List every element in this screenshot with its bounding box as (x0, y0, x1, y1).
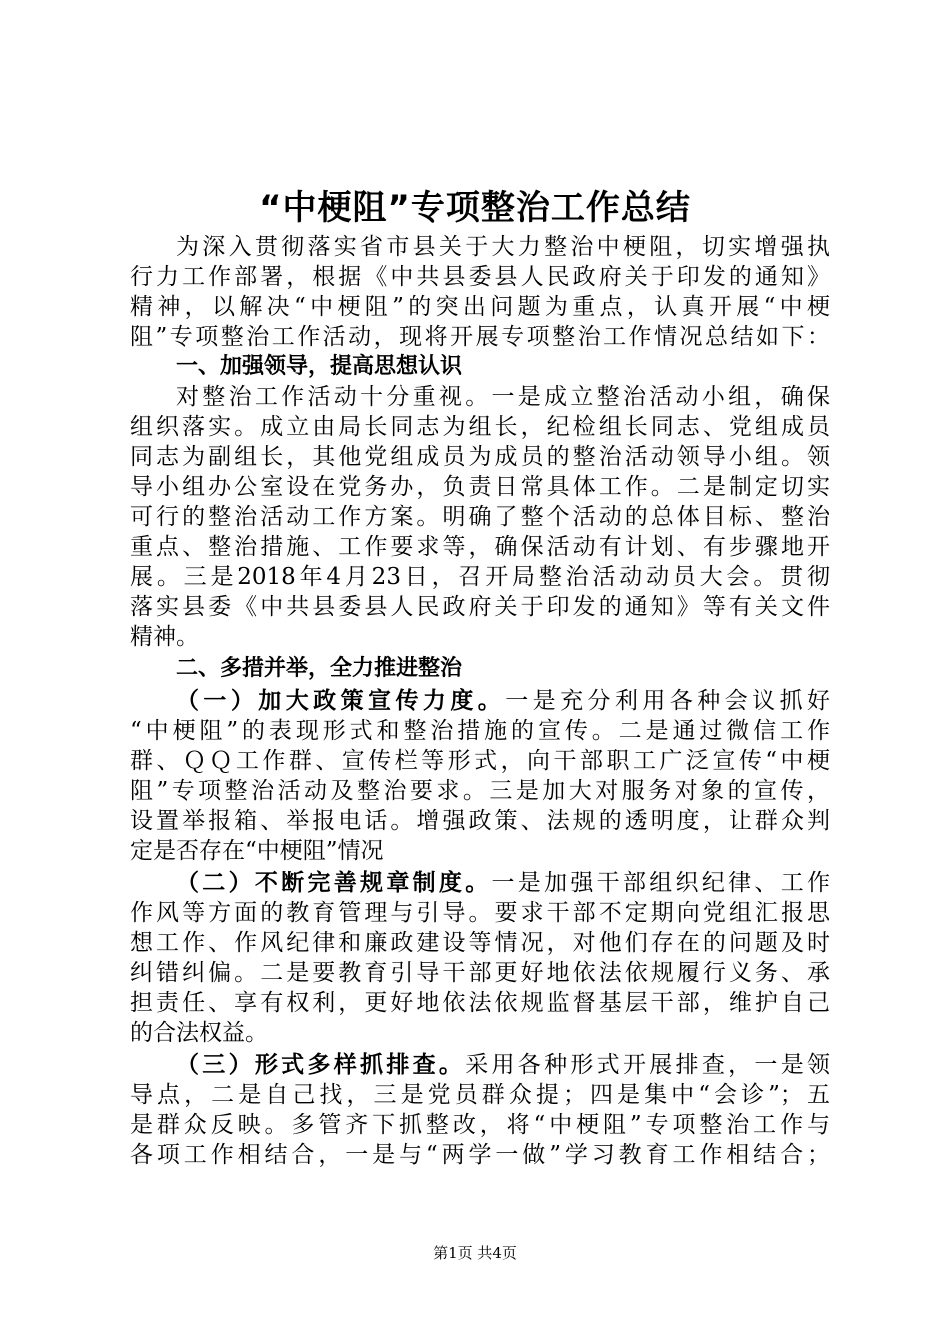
document-title: “中梗阻”专项整治工作总结 (259, 188, 691, 228)
text-span: 采用各种形式开展排查，一是领 (465, 1052, 830, 1078)
text-line: 想工作、作风纪律和廉政建设等情况，对他们存在的问题及时 (130, 930, 830, 956)
section-heading-1: 一、加强领导，提高思想认识 (176, 354, 463, 379)
text-line: 组织落实。成立由局长同志为组长，纪检组长同志、党组成员 (130, 414, 830, 440)
text-line: 落实县委《中共县委县人民政府关于印发的通知》等有关文件 (130, 594, 830, 620)
paragraph-first-line (130, 868, 830, 898)
text-line: 作风等方面的教育管理与引导。要求干部不定期向党组汇报思 (130, 900, 830, 926)
text-line: 是群众反映。多管齐下抓整改，将“中梗阻”专项整治工作与 (130, 1112, 830, 1138)
text-line: 群、ＱＱ工作群、宣传栏等形式，向干部职工广泛宣传“中梗 (130, 748, 830, 774)
text-line: 导点，二是自己找，三是党员群众提；四是集中“会诊”；五 (130, 1082, 830, 1108)
text-line: 定是否存在“中梗阻”情况 (130, 838, 384, 864)
text-line: 展。三是2018年4月23日，召开局整治活动动员大会。贯彻 (130, 564, 830, 590)
paragraph-first-line (130, 686, 830, 716)
text-span: 一是加强干部组织纪律、工作 (491, 870, 830, 896)
text-line: 各项工作相结合，一是与“两学一做”学习教育工作相结合； (130, 1142, 830, 1168)
text-span: 一是充分利用各种会议抓好 (505, 688, 830, 714)
text-line: 为深入贯彻落实省市县关于大力整治中梗阻，切实增强执 (176, 234, 830, 260)
text-line: 行力工作部署，根据《中共县委县人民政府关于印发的通知》 (130, 264, 830, 290)
text-line: “中梗阻”的表现形式和整治措施的宣传。二是通过微信工作 (130, 718, 830, 744)
text-line: 担责任、享有权利，更好地依法依规监督基层干部，维护自己 (130, 990, 830, 1016)
text-line: 重点、整治措施、工作要求等，确保活动有计划、有步骤地开 (130, 534, 830, 560)
text-line: 设置举报箱、举报电话。增强政策、法规的透明度，让群众判 (130, 808, 830, 834)
text-line: 的合法权益。 (130, 1020, 268, 1046)
paragraph-first-line (130, 1050, 830, 1080)
text-line: 对整治工作活动十分重视。一是成立整治活动小组，确保 (176, 384, 830, 410)
text-line: 可行的整治活动工作方案。明确了整个活动的总体目标、整治 (130, 504, 830, 530)
text-line: 导小组办公室设在党务办，负责日常具体工作。二是制定切实 (130, 474, 830, 500)
text-line: 阻”专项整治工作活动，现将开展专项整治工作情况总结如下： (130, 324, 830, 350)
text-line: 纠错纠偏。二是要教育引导干部更好地依法依规履行义务、承 (130, 960, 830, 986)
text-line: 阻”专项整治活动及整治要求。三是加大对服务对象的宣传， (130, 778, 830, 804)
page-footer: 第1页 共4页 (433, 1244, 517, 1262)
subheading-3: （三）形式多样抓排查。 (176, 1052, 466, 1078)
subheading-2: （二）不断完善规章制度。 (176, 870, 492, 896)
text-line: 精神。 (130, 624, 199, 650)
section-heading-2: 二、多措并举，全力推进整治 (176, 656, 463, 681)
text-line: 同志为副组长，其他党组成员为成员的整治活动领导小组。领 (130, 444, 830, 470)
text-line: 精神，以解决“中梗阻”的突出问题为重点，认真开展“中梗 (130, 294, 830, 320)
document-body (130, 232, 830, 1170)
subheading-1: （一）加大政策宣传力度。 (176, 688, 506, 714)
